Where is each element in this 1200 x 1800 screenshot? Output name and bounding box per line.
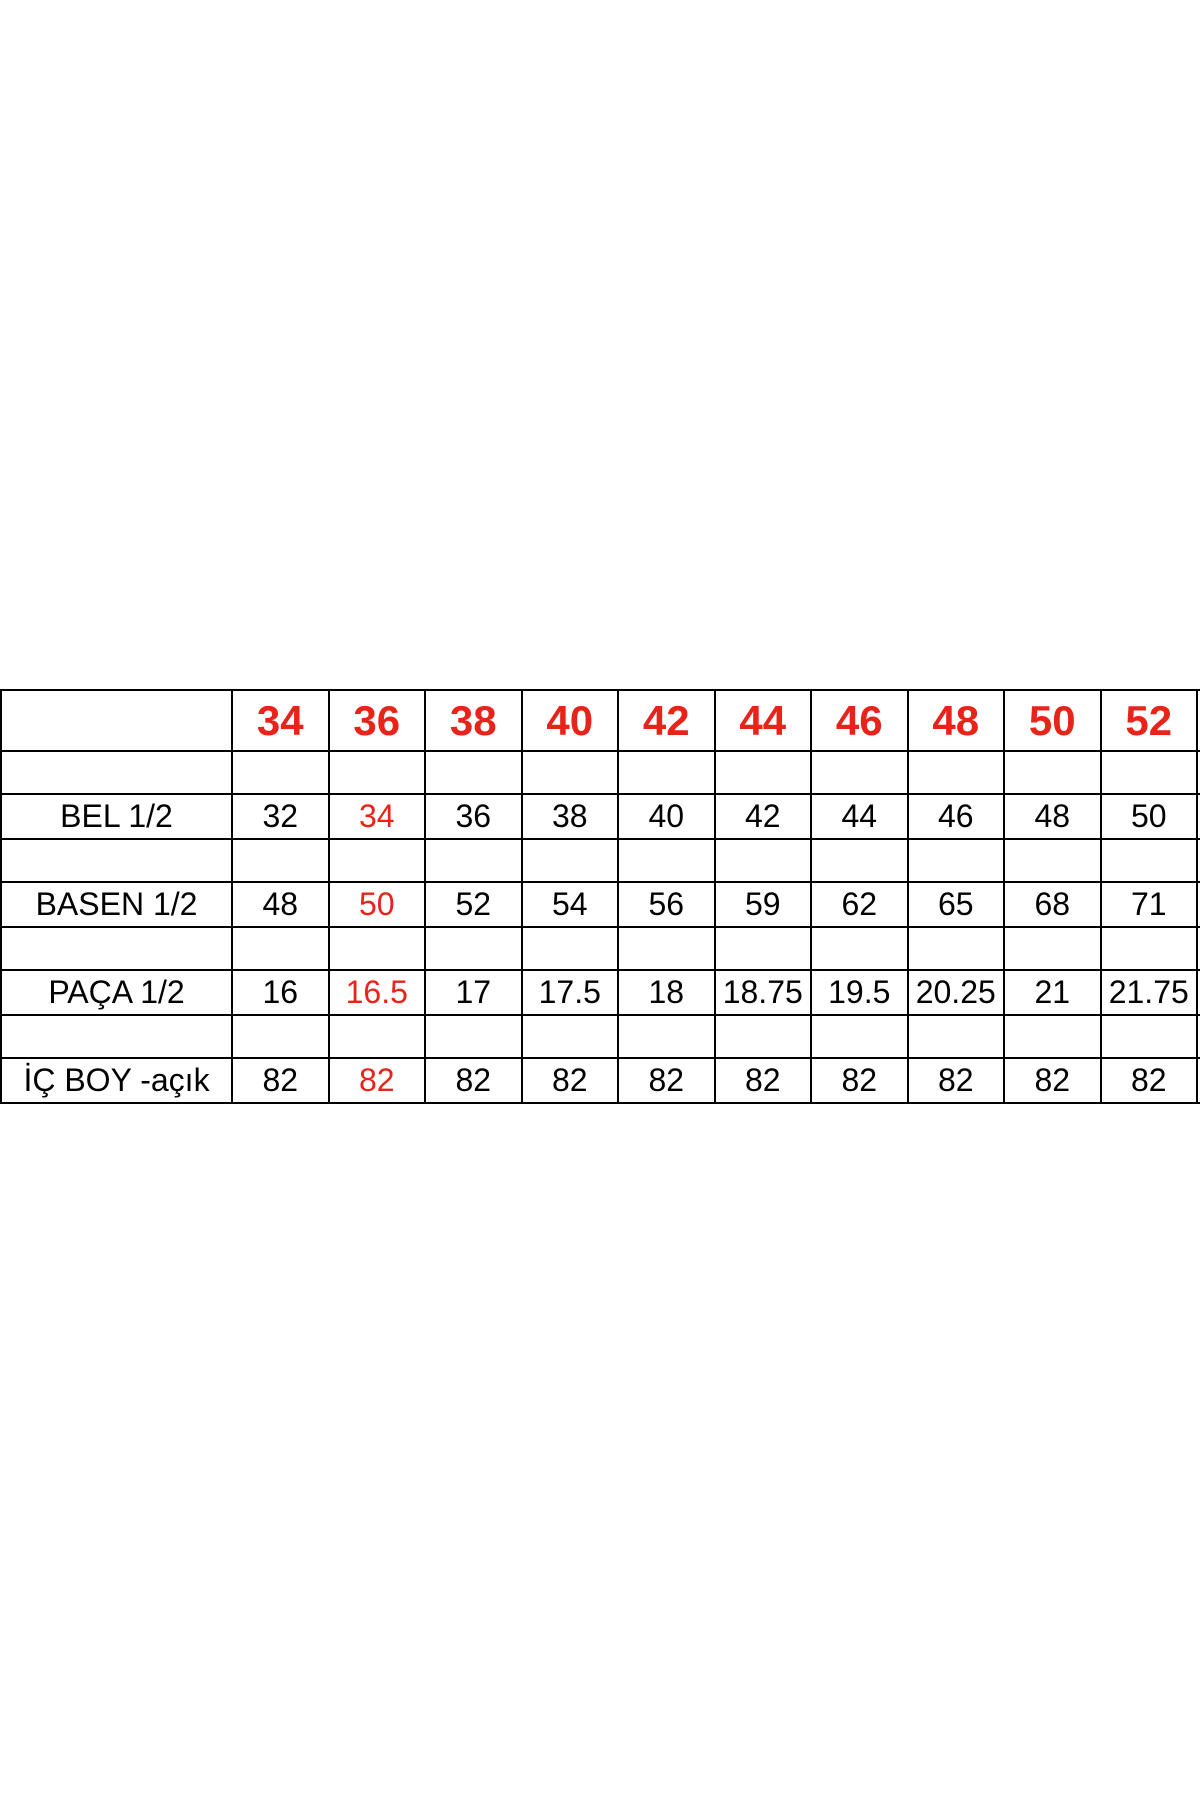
measurement-row [1, 1058, 1200, 1103]
measurement-value: 21 [1004, 970, 1101, 1015]
spacer-cell [1101, 927, 1198, 970]
spacer-cell [329, 927, 426, 970]
spacer-cell [1004, 751, 1101, 794]
measurement-value: 40 [618, 794, 715, 839]
measurement-value: 82 [908, 1058, 1005, 1103]
measurement-value: 19.5 [811, 970, 908, 1015]
measurement-value: 46 [908, 794, 1005, 839]
measurement-label: BEL 1/2 [1, 794, 232, 839]
spacer-label-cell [1, 839, 232, 882]
spacer-cell [522, 751, 619, 794]
measurement-value: 44 [811, 794, 908, 839]
measurement-label: PAÇA 1/2 [1, 970, 232, 1015]
size-header-cell: 36 [329, 690, 426, 751]
spacer-cell [715, 927, 812, 970]
size-header-cell: 50 [1004, 690, 1101, 751]
spacer-cell [1101, 839, 1198, 882]
spacer-cell [908, 751, 1005, 794]
spacer-label-cell [1, 1015, 232, 1058]
size-header-cell: 34 [232, 690, 329, 751]
spacer-cell [1101, 1015, 1198, 1058]
spacer-cell [232, 927, 329, 970]
spacer-cell [425, 839, 522, 882]
measurement-value: 82 [232, 1058, 329, 1103]
measurement-row [1, 794, 1200, 839]
measurement-value: 82 [618, 1058, 715, 1103]
spacer-cell [1004, 839, 1101, 882]
measurement-value: 82 [1004, 1058, 1101, 1103]
spacer-row [1, 751, 1200, 794]
measurement-value: 82 [522, 1058, 619, 1103]
spacer-cell [329, 751, 426, 794]
size-chart-table [0, 689, 1200, 1104]
spacer-cell [715, 751, 812, 794]
size-header-cell: 52 [1101, 690, 1198, 751]
measurement-value: 50 [1101, 794, 1198, 839]
measurement-value: 18 [618, 970, 715, 1015]
measurement-value: 82 [425, 1058, 522, 1103]
measurement-value: 17 [425, 970, 522, 1015]
measurement-value: 82 [1101, 1058, 1198, 1103]
measurement-value: 21.75 [1101, 970, 1198, 1015]
size-header-cell: 42 [618, 690, 715, 751]
measurement-value: 48 [1004, 794, 1101, 839]
measurement-value: 34 [329, 794, 426, 839]
measurement-label: BASEN 1/2 [1, 882, 232, 927]
measurement-value: 59 [715, 882, 812, 927]
measurement-value: 38 [522, 794, 619, 839]
spacer-cell [1004, 1015, 1101, 1058]
measurement-value: 82 [715, 1058, 812, 1103]
measurement-value: 16 [232, 970, 329, 1015]
spacer-row [1, 1015, 1200, 1058]
measurement-value: 32 [232, 794, 329, 839]
spacer-cell [425, 751, 522, 794]
spacer-cell [618, 927, 715, 970]
measurement-value: 56 [618, 882, 715, 927]
spacer-cell [425, 927, 522, 970]
measurement-value: 42 [715, 794, 812, 839]
spacer-row [1, 927, 1200, 970]
spacer-cell [618, 751, 715, 794]
size-header-row [1, 690, 1200, 751]
spacer-label-cell [1, 751, 232, 794]
size-header-cell: 44 [715, 690, 812, 751]
measurement-value: 16.5 [329, 970, 426, 1015]
spacer-cell [425, 1015, 522, 1058]
spacer-cell [1101, 751, 1198, 794]
spacer-label-cell [1, 927, 232, 970]
measurement-value: 52 [425, 882, 522, 927]
measurement-value: 54 [522, 882, 619, 927]
measurement-value: 18.75 [715, 970, 812, 1015]
spacer-cell [232, 1015, 329, 1058]
measurement-value: 65 [908, 882, 1005, 927]
spacer-cell [329, 839, 426, 882]
measurement-value: 68 [1004, 882, 1101, 927]
header-corner-cell [1, 690, 232, 751]
size-header-cell: 40 [522, 690, 619, 751]
size-header-cell: 38 [425, 690, 522, 751]
measurement-value: 48 [232, 882, 329, 927]
spacer-cell [522, 927, 619, 970]
spacer-cell [908, 839, 1005, 882]
size-header-cell: 48 [908, 690, 1005, 751]
spacer-row [1, 839, 1200, 882]
spacer-cell [908, 927, 1005, 970]
measurement-value: 82 [811, 1058, 908, 1103]
spacer-cell [618, 1015, 715, 1058]
spacer-cell [715, 1015, 812, 1058]
spacer-cell [908, 1015, 1005, 1058]
measurement-row [1, 882, 1200, 927]
spacer-cell [1004, 927, 1101, 970]
spacer-cell [811, 927, 908, 970]
spacer-cell [715, 839, 812, 882]
spacer-cell [811, 1015, 908, 1058]
spacer-cell [618, 839, 715, 882]
spacer-cell [811, 751, 908, 794]
spacer-cell [329, 1015, 426, 1058]
spacer-cell [522, 839, 619, 882]
measurement-label: İÇ BOY -açık [1, 1058, 232, 1103]
measurement-value: 17.5 [522, 970, 619, 1015]
spacer-cell [522, 1015, 619, 1058]
measurement-row [1, 970, 1200, 1015]
measurement-value: 62 [811, 882, 908, 927]
spacer-cell [811, 839, 908, 882]
measurement-value: 82 [329, 1058, 426, 1103]
measurement-value: 71 [1101, 882, 1198, 927]
spacer-cell [232, 751, 329, 794]
spacer-cell [232, 839, 329, 882]
size-header-cell: 46 [811, 690, 908, 751]
measurement-value: 50 [329, 882, 426, 927]
measurement-value: 20.25 [908, 970, 1005, 1015]
size-chart-body [1, 690, 1200, 1103]
measurement-value: 36 [425, 794, 522, 839]
